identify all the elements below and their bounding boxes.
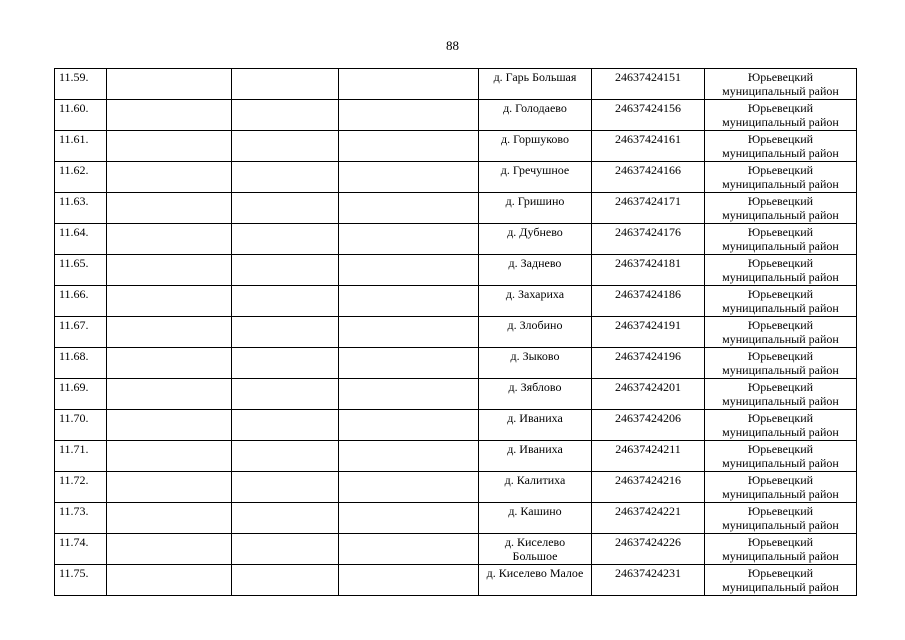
- empty-cell: [107, 224, 232, 255]
- table-row: [55, 224, 857, 255]
- empty-cell: [107, 379, 232, 410]
- empty-cell: [339, 255, 479, 286]
- oktmo-code: 24637424166: [592, 162, 705, 193]
- table-row: [55, 317, 857, 348]
- empty-cell: [107, 193, 232, 224]
- table-row: [55, 348, 857, 379]
- empty-cell: [339, 100, 479, 131]
- empty-cell: [339, 534, 479, 565]
- row-number: 11.59.: [55, 69, 107, 100]
- empty-cell: [232, 162, 339, 193]
- row-number: 11.62.: [55, 162, 107, 193]
- empty-cell: [107, 317, 232, 348]
- empty-cell: [232, 255, 339, 286]
- district-name: Юрьевецкий муниципальный район: [705, 69, 857, 100]
- settlement-name: д. Кашино: [479, 503, 592, 534]
- settlement-name: д. Гречушное: [479, 162, 592, 193]
- row-number: 11.71.: [55, 441, 107, 472]
- empty-cell: [339, 131, 479, 162]
- row-number: 11.72.: [55, 472, 107, 503]
- row-number: 11.67.: [55, 317, 107, 348]
- empty-cell: [232, 224, 339, 255]
- empty-cell: [339, 317, 479, 348]
- settlement-name: д. Зяблово: [479, 379, 592, 410]
- row-number: 11.66.: [55, 286, 107, 317]
- empty-cell: [232, 441, 339, 472]
- oktmo-code: 24637424156: [592, 100, 705, 131]
- oktmo-code: 24637424176: [592, 224, 705, 255]
- settlement-name: д. Киселево Большое: [479, 534, 592, 565]
- empty-cell: [339, 348, 479, 379]
- empty-cell: [339, 565, 479, 596]
- table-row: [55, 193, 857, 224]
- table-row: [55, 69, 857, 100]
- empty-cell: [339, 503, 479, 534]
- empty-cell: [107, 503, 232, 534]
- settlement-name: д. Злобино: [479, 317, 592, 348]
- settlement-name: д. Иваниха: [479, 410, 592, 441]
- row-number: 11.60.: [55, 100, 107, 131]
- oktmo-code: 24637424206: [592, 410, 705, 441]
- oktmo-code: 24637424221: [592, 503, 705, 534]
- table-row: [55, 379, 857, 410]
- row-number: 11.73.: [55, 503, 107, 534]
- empty-cell: [232, 379, 339, 410]
- settlement-name: д. Киселево Малое: [479, 565, 592, 596]
- empty-cell: [232, 286, 339, 317]
- empty-cell: [232, 131, 339, 162]
- district-name: Юрьевецкий муниципальный район: [705, 472, 857, 503]
- empty-cell: [107, 131, 232, 162]
- empty-cell: [107, 565, 232, 596]
- empty-cell: [107, 472, 232, 503]
- table-row: [55, 286, 857, 317]
- table-row: [55, 565, 857, 596]
- settlement-name: д. Захариха: [479, 286, 592, 317]
- table-row: [55, 441, 857, 472]
- empty-cell: [232, 100, 339, 131]
- empty-cell: [232, 69, 339, 100]
- district-name: Юрьевецкий муниципальный район: [705, 534, 857, 565]
- empty-cell: [339, 410, 479, 441]
- empty-cell: [107, 286, 232, 317]
- empty-cell: [232, 503, 339, 534]
- empty-cell: [232, 317, 339, 348]
- empty-cell: [232, 193, 339, 224]
- settlement-name: д. Гришино: [479, 193, 592, 224]
- empty-cell: [232, 348, 339, 379]
- empty-cell: [339, 441, 479, 472]
- district-name: Юрьевецкий муниципальный район: [705, 286, 857, 317]
- settlement-name: д. Горшуково: [479, 131, 592, 162]
- empty-cell: [107, 100, 232, 131]
- district-name: Юрьевецкий муниципальный район: [705, 348, 857, 379]
- district-name: Юрьевецкий муниципальный район: [705, 255, 857, 286]
- settlement-name: д. Иваниха: [479, 441, 592, 472]
- district-name: Юрьевецкий муниципальный район: [705, 162, 857, 193]
- empty-cell: [107, 348, 232, 379]
- oktmo-code: 24637424191: [592, 317, 705, 348]
- district-name: Юрьевецкий муниципальный район: [705, 379, 857, 410]
- settlement-name: д. Калитиха: [479, 472, 592, 503]
- district-name: Юрьевецкий муниципальный район: [705, 565, 857, 596]
- row-number: 11.64.: [55, 224, 107, 255]
- table-row: [55, 472, 857, 503]
- row-number: 11.70.: [55, 410, 107, 441]
- oktmo-code: 24637424196: [592, 348, 705, 379]
- page-number: 88: [446, 38, 459, 53]
- row-number: 11.75.: [55, 565, 107, 596]
- table-row: [55, 162, 857, 193]
- district-name: Юрьевецкий муниципальный район: [705, 410, 857, 441]
- empty-cell: [339, 162, 479, 193]
- empty-cell: [339, 69, 479, 100]
- empty-cell: [339, 472, 479, 503]
- empty-cell: [339, 379, 479, 410]
- district-name: Юрьевецкий муниципальный район: [705, 131, 857, 162]
- settlement-name: д. Дубнево: [479, 224, 592, 255]
- oktmo-code: 24637424231: [592, 565, 705, 596]
- oktmo-code: 24637424216: [592, 472, 705, 503]
- empty-cell: [107, 255, 232, 286]
- row-number: 11.65.: [55, 255, 107, 286]
- oktmo-code: 24637424151: [592, 69, 705, 100]
- district-name: Юрьевецкий муниципальный район: [705, 100, 857, 131]
- empty-cell: [232, 534, 339, 565]
- empty-cell: [107, 162, 232, 193]
- table-row: [55, 255, 857, 286]
- empty-cell: [107, 534, 232, 565]
- settlement-name: д. Гарь Большая: [479, 69, 592, 100]
- table-row: [55, 503, 857, 534]
- settlements-table: [54, 68, 857, 596]
- table-row: [55, 410, 857, 441]
- district-name: Юрьевецкий муниципальный район: [705, 317, 857, 348]
- empty-cell: [107, 410, 232, 441]
- table-row: [55, 534, 857, 565]
- district-name: Юрьевецкий муниципальный район: [705, 441, 857, 472]
- row-number: 11.63.: [55, 193, 107, 224]
- row-number: 11.61.: [55, 131, 107, 162]
- oktmo-code: 24637424201: [592, 379, 705, 410]
- oktmo-code: 24637424171: [592, 193, 705, 224]
- empty-cell: [232, 472, 339, 503]
- oktmo-code: 24637424181: [592, 255, 705, 286]
- district-name: Юрьевецкий муниципальный район: [705, 224, 857, 255]
- oktmo-code: 24637424226: [592, 534, 705, 565]
- district-name: Юрьевецкий муниципальный район: [705, 503, 857, 534]
- oktmo-code: 24637424186: [592, 286, 705, 317]
- empty-cell: [339, 286, 479, 317]
- row-number: 11.69.: [55, 379, 107, 410]
- row-number: 11.74.: [55, 534, 107, 565]
- row-number: 11.68.: [55, 348, 107, 379]
- table-row: [55, 100, 857, 131]
- empty-cell: [339, 193, 479, 224]
- empty-cell: [232, 410, 339, 441]
- settlement-name: д. Заднево: [479, 255, 592, 286]
- empty-cell: [339, 224, 479, 255]
- table-row: [55, 131, 857, 162]
- oktmo-code: 24637424211: [592, 441, 705, 472]
- empty-cell: [107, 441, 232, 472]
- district-name: Юрьевецкий муниципальный район: [705, 193, 857, 224]
- oktmo-code: 24637424161: [592, 131, 705, 162]
- settlement-name: д. Голодаево: [479, 100, 592, 131]
- empty-cell: [107, 69, 232, 100]
- settlement-name: д. Зыково: [479, 348, 592, 379]
- empty-cell: [232, 565, 339, 596]
